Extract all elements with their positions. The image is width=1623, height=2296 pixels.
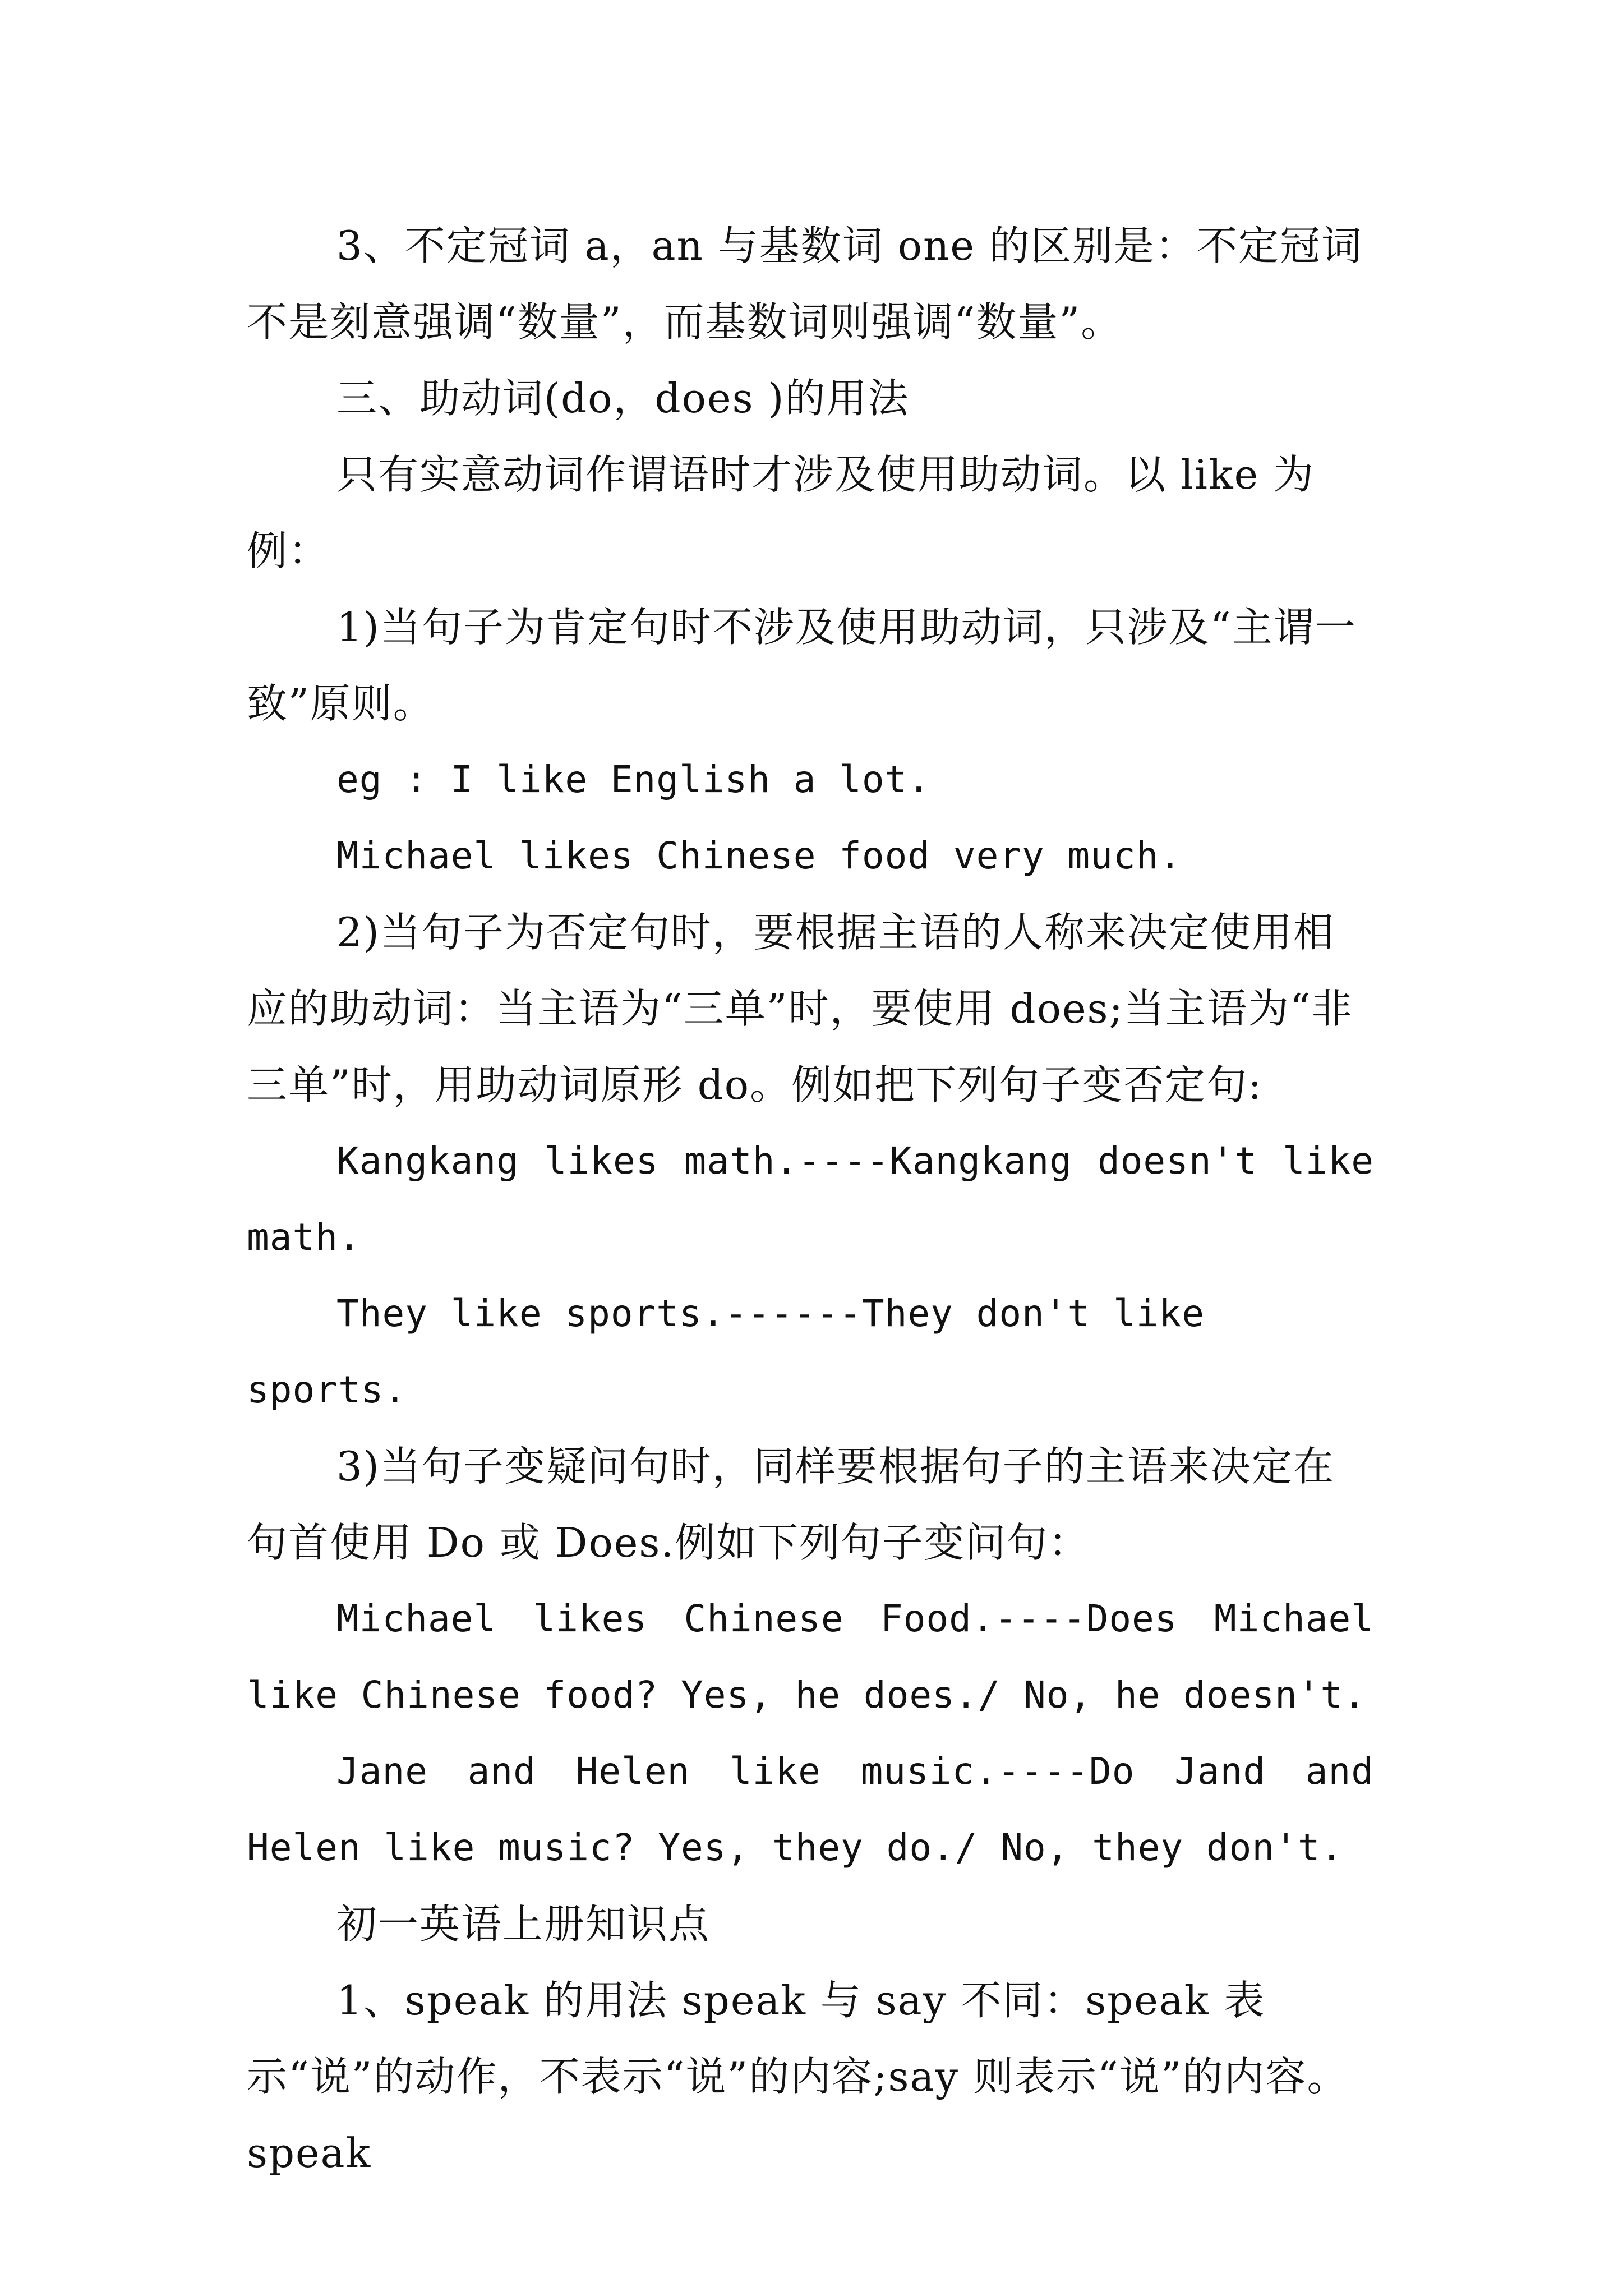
paragraph-article-difference: 3、不定冠词 a，an 与基数词 one 的区别是：不定冠词不是刻意强调“数量”，而基数词则强调“数量”。 [247, 222, 1363, 346]
section-heading-auxiliary-verbs: 三、助动词(do，does )的用法 [336, 375, 910, 422]
document-body [247, 208, 1374, 2191]
example-sentence-1: eg : I like English a lot. [336, 758, 931, 801]
example-question-1: Michael likes Chinese Food.----Does Michael like Chinese food? Yes, he does./ No, he doesn't. [247, 1597, 1374, 1717]
example-negative-2: They like sports.------They don't like sports. [247, 1292, 1205, 1411]
paragraph-affirmative-rule: 1)当句子为肯定句时不涉及使用助动词，只涉及“主谓一致”原则。 [247, 604, 1357, 727]
example-question-2: Jane and Helen like music.----Do Jand and Helen like music? Yes, they do./ No, they don't. [247, 1750, 1374, 1869]
paragraph-auxiliary-intro: 只有实意动词作谓语时才涉及使用助动词。以 like 为例： [247, 451, 1315, 574]
example-sentence-2: Michael likes Chinese food very much. [336, 834, 1182, 877]
section-heading-knowledge-points: 初一英语上册知识点 [336, 1901, 711, 1948]
paragraph-speak-usage: 1、speak 的用法 speak 与 say 不同：speak 表示“说”的动作，不表示“说”的内容;say 则表示“说”的内容。speak [247, 1977, 1349, 2177]
paragraph-question-rule: 3)当句子变疑问句时，同样要根据句子的主语来决定在句首使用 Do 或 Does.例如下列句子变问句： [247, 1443, 1335, 1566]
paragraph-negative-rule: 2)当句子为否定句时，要根据主语的人称来决定使用相应的助动词：当主语为“三单”时，要使用 does;当主语为“非三单”时，用助动词原形 do。例如把下列句子变否定句: [247, 909, 1353, 1108]
example-negative-1: Kangkang likes math.----Kangkang doesn't like math. [247, 1139, 1374, 1259]
